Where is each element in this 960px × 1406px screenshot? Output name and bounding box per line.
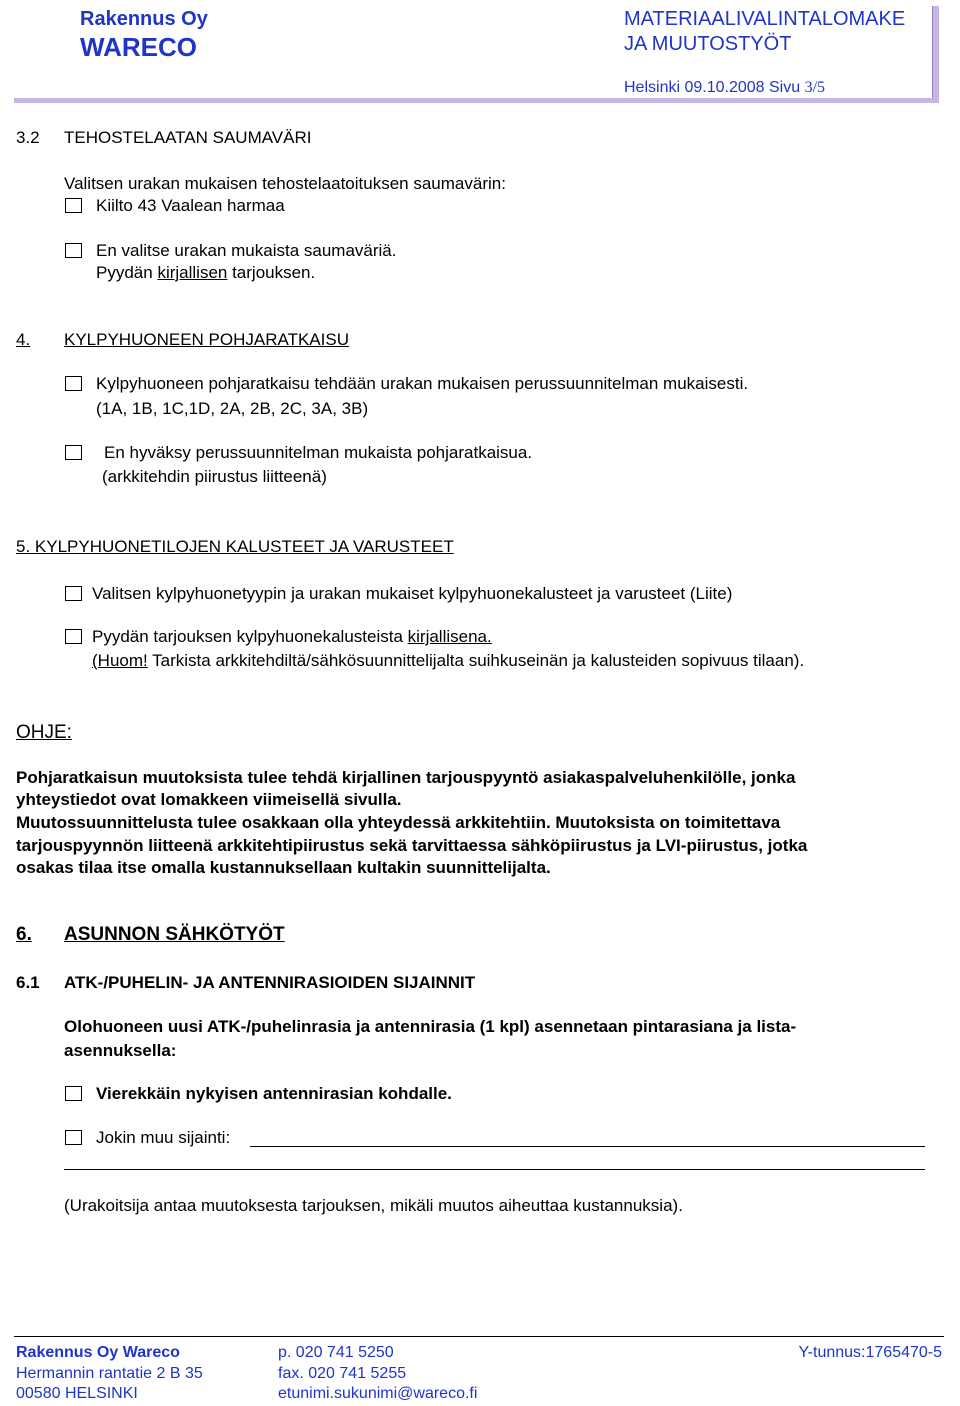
other-location-input-line-2[interactable]: [64, 1169, 925, 1170]
option-next-to-antenna-label: Vierekkäin nykyisen antennirasian kohdalle.: [96, 1084, 452, 1103]
checkbox-standard-layout[interactable]: [65, 376, 82, 391]
footer-email[interactable]: etunimi.sukunimi@wareco.fi: [278, 1385, 478, 1402]
option-fixtures-quote-label: [92, 627, 492, 647]
section-6-1-intro-line2: asennuksella:: [64, 1041, 177, 1060]
header-page-label: Sivu: [769, 79, 801, 96]
header-doc-title-2: JA MUUTOSTYÖT: [624, 33, 792, 55]
header-page-number: 3/5: [804, 79, 826, 96]
footer-address: Hermannin rantatie 2 B 35: [16, 1365, 203, 1382]
fixtures-quote-text: Pyydän tarjouksen kylpyhuonekalusteista: [92, 627, 408, 646]
header-place-date: Helsinki 09.10.2008: [624, 79, 765, 96]
footer-fax: fax. 020 741 5255: [278, 1365, 407, 1382]
instructions-p1-line1: Pohjaratkaisun muutoksista tulee tehdä kirjallinen tarjouspyyntö asiakaspalveluhenkilölle, jonka: [16, 768, 796, 787]
checkbox-kiilto-43[interactable]: [65, 198, 82, 213]
fixtures-note: [92, 651, 804, 671]
footer-rule: [14, 1336, 944, 1337]
header-company: Rakennus Oy: [80, 8, 208, 30]
request-text-post: tarjouksen.: [227, 263, 316, 282]
footer-city: 00580 HELSINKI: [16, 1385, 138, 1402]
checkbox-fixtures-quote[interactable]: [65, 629, 82, 644]
instructions-title: OHJE:: [16, 722, 72, 743]
section-6-1-intro-line1: Olohuoneen uusi ATK-/puhelinrasia ja antennirasia (1 kpl) asennetaan pintarasiana ja lista-: [64, 1017, 797, 1036]
other-location-input-line-1[interactable]: [250, 1146, 925, 1147]
footer-company: Rakennus Oy Wareco: [16, 1344, 180, 1361]
section-6-number: 6.: [16, 924, 32, 945]
option-reject-layout-note: (arkkitehdin piirustus liitteenä): [102, 467, 327, 486]
request-text-pre: Pyydän: [96, 263, 158, 282]
fixtures-quote-underlined: kirjallisena.: [407, 627, 492, 646]
section-6-title: ASUNNON SÄHKÖTYÖT: [64, 924, 285, 945]
option-no-grout-color-label: En valitse urakan mukaista saumaväriä.: [96, 241, 397, 260]
header-doc-title-1: MATERIAALIVALINTALOMAKE: [624, 8, 906, 30]
option-standard-layout-label: Kylpyhuoneen pohjaratkaisu tehdään urakan mukaisen perussuunnitelman mukaisesti.: [96, 374, 749, 393]
section-5-title: 5. KYLPYHUONETILOJEN KALUSTEET JA VARUSTEET: [16, 537, 454, 556]
option-reject-layout-label: En hyväksy perussuunnitelman mukaista pohjaratkaisua.: [104, 443, 533, 462]
checkbox-standard-fixtures[interactable]: [65, 586, 82, 601]
option-no-grout-color-request: [96, 263, 315, 283]
section-6-1-number: 6.1: [16, 973, 40, 992]
header-date-page: [624, 79, 825, 97]
request-text-underlined: kirjallisen: [157, 263, 228, 282]
option-standard-layout-types: (1A, 1B, 1C,1D, 2A, 2B, 2C, 3A, 3B): [96, 399, 369, 418]
checkbox-no-grout-color[interactable]: [65, 243, 82, 258]
instructions-p2-line3: osakas tilaa itse omalla kustannuksellaan kultakin suunnittelijalta.: [16, 858, 551, 877]
header-brand-logo: WARECO: [80, 32, 197, 62]
section-4-number: 4.: [16, 330, 31, 349]
section-3-2-intro: Valitsen urakan mukaisen tehostelaatoituksen saumavärin:: [64, 174, 506, 193]
fixtures-note-text: Tarkista arkkitehdiltä/sähkösuunnittelijalta suihkuseinän ja kalusteiden sopivuus tilaan).: [147, 651, 805, 670]
instructions-p1-line2: yhteystiedot ovat lomakkeen viimeisellä sivulla.: [16, 790, 402, 809]
section-6-1-cost-note: (Urakoitsija antaa muutoksesta tarjouksen, mikäli muutos aiheuttaa kustannuksia).: [64, 1196, 683, 1215]
section-3-2-title: TEHOSTELAATAN SAUMAVÄRI: [64, 128, 312, 147]
option-kiilto-43-label: Kiilto 43 Vaalean harmaa: [96, 196, 285, 215]
instructions-p2-line1: Muutossuunnittelusta tulee osakkaan olla yhteydessä arkkitehtiin. Muutoksista on toimitettava: [16, 813, 781, 832]
footer-business-id: Y-tunnus:1765470-5: [798, 1344, 942, 1361]
instructions-p2-line2: tarjouspyynnön liitteenä arkkitehtipiirustus sekä tarvittaessa sähköpiirustus ja LVI-piirustus, jotka: [16, 836, 808, 855]
section-6-1-title: ATK-/PUHELIN- JA ANTENNIRASIOIDEN SIJAINNIT: [64, 973, 476, 992]
checkbox-next-to-antenna[interactable]: [65, 1086, 82, 1101]
header-frame-right: [933, 6, 939, 98]
header-frame-bottom: [14, 98, 939, 103]
checkbox-other-location[interactable]: [65, 1130, 82, 1145]
footer-phone: p. 020 741 5250: [278, 1344, 394, 1361]
section-3-2-number: 3.2: [16, 128, 40, 147]
option-standard-fixtures-label: Valitsen kylpyhuonetyypin ja urakan mukaiset kylpyhuonekalusteet ja varusteet (Liite): [92, 584, 733, 603]
checkbox-reject-layout[interactable]: [65, 445, 82, 460]
section-4-title: KYLPYHUONEEN POHJARATKAISU: [64, 330, 349, 349]
fixtures-note-huom: (Huom!: [92, 651, 148, 670]
option-other-location-label: Jokin muu sijainti:: [96, 1128, 231, 1147]
